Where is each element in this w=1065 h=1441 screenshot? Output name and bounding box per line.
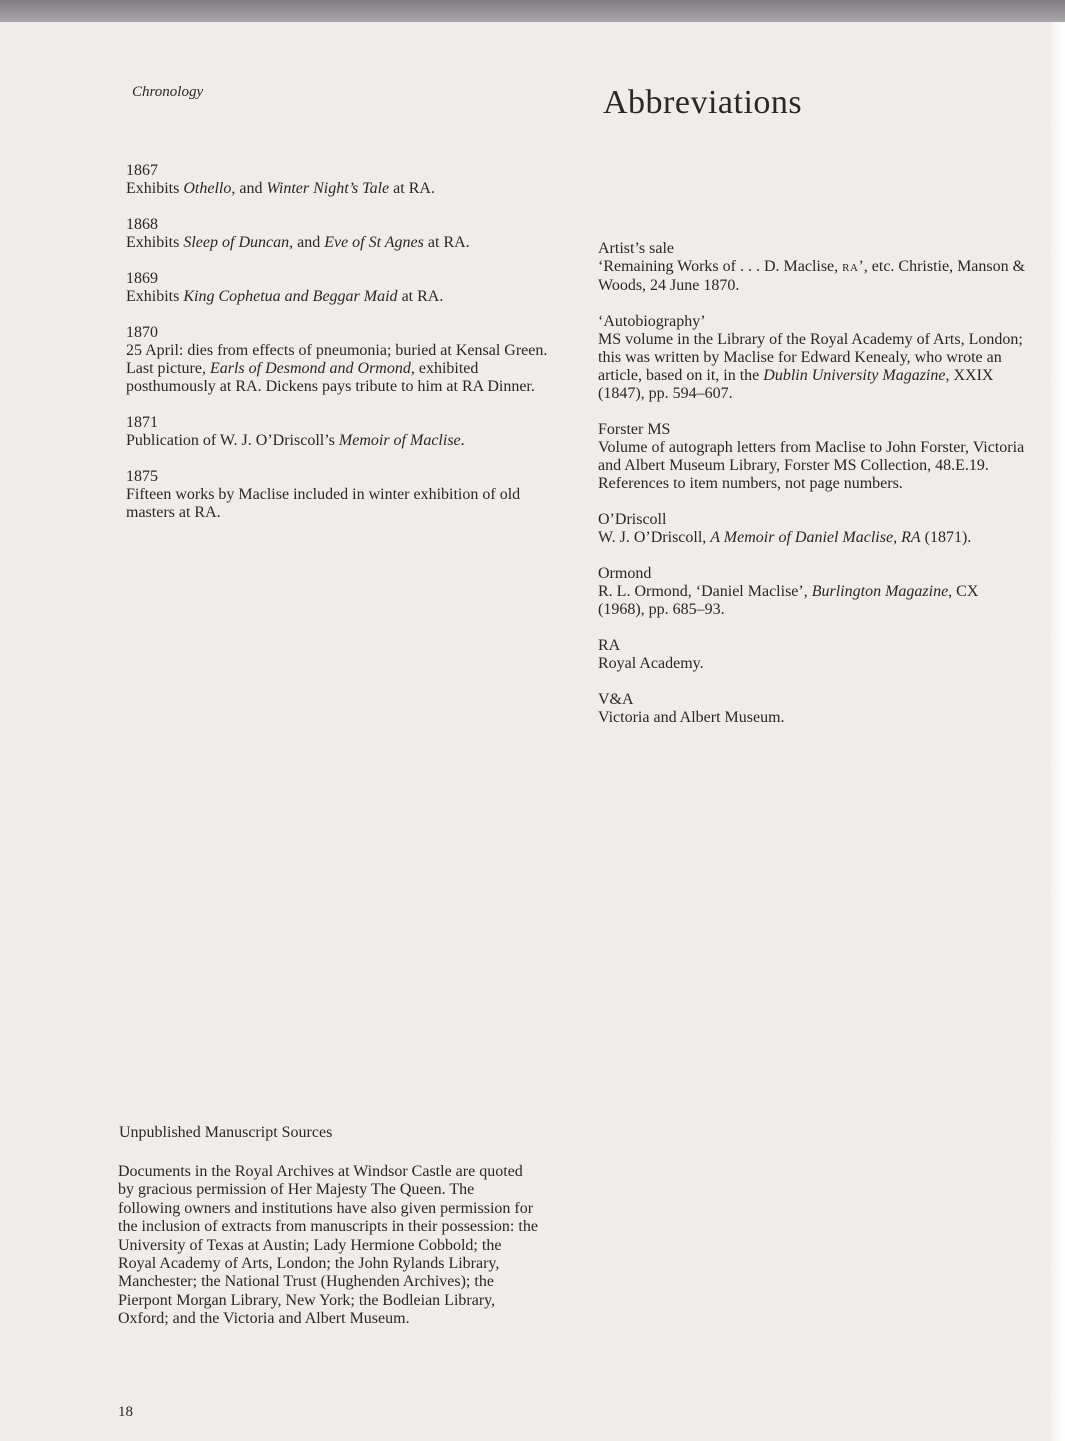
chronology-entry <box>126 468 566 522</box>
abbreviation-definition <box>598 655 1028 673</box>
italic-title: Eve of St Agnes <box>324 234 424 251</box>
abbreviation-definition <box>598 709 1028 727</box>
text-run: , and <box>231 180 267 197</box>
text-run: Exhibits <box>126 180 184 197</box>
abbreviation-term: Forster MS <box>598 421 671 438</box>
text-run: , and <box>289 234 325 251</box>
text-run: ‘Remaining Works of . . . D. Maclise, <box>598 258 843 275</box>
unpublished-sources-title: Unpublished Manuscript Sources <box>119 1124 333 1141</box>
page-right-edge <box>1051 22 1065 1441</box>
text-run: Exhibits <box>126 288 184 305</box>
chronology-year: 1870 <box>126 324 158 341</box>
text-run: at RA. <box>389 180 435 197</box>
abbreviation-definition <box>598 439 1028 493</box>
abbreviation-definition <box>598 258 1028 295</box>
abbreviation-term: Ormond <box>598 565 652 582</box>
abbreviation-entry <box>598 421 1028 493</box>
chronology-description <box>126 180 566 198</box>
text-run: MS volume in the Library of the Royal Academy of Arts, London; this was written by Maclise for Edward Kenealy, who wrote an article, based on it, in the <box>598 331 1023 384</box>
text-run: 25 April: dies from effects of pneumonia; buried at Kensal Green. Last picture, <box>126 342 548 377</box>
italic-title: Othello <box>183 180 232 197</box>
chronology-entry <box>126 324 566 396</box>
abbreviation-definition <box>598 529 1028 547</box>
text-run: Volume of autograph letters from Maclise to John Forster, Victoria and Albert Museum Library, Forster MS Collection, 48.E.19. References to item numbers, not page numbers. <box>598 439 1025 492</box>
abbreviation-entry <box>598 565 1028 619</box>
abbreviation-entry <box>598 637 1028 673</box>
text-run: . <box>460 432 465 449</box>
abbreviation-entry <box>598 240 1028 295</box>
italic-title: Sleep of Duncan <box>183 234 290 251</box>
chronology-entry <box>126 162 566 198</box>
abbreviation-term: Artist’s sale <box>598 240 674 257</box>
text-run: ’, etc. Christie, Manson & Woods, 24 June 1870. <box>598 258 1026 294</box>
abbreviation-term: O’Driscoll <box>598 511 667 528</box>
chronology-year: 1867 <box>126 162 158 179</box>
abbreviation-entry <box>598 691 1028 727</box>
running-head: Chronology <box>132 84 204 100</box>
chronology-description <box>126 432 566 450</box>
small-caps-text: RA <box>842 262 859 274</box>
chronology-entry <box>126 216 566 252</box>
text-run: , XXIX (1847), pp. 594–607. <box>598 367 994 402</box>
text-run: Fifteen works by Maclise included in winter exhibition of old masters at RA. <box>126 486 521 521</box>
text-run: Publication of W. J. O’Driscoll’s <box>126 432 339 449</box>
italic-title: Earls of Desmond and Ormond <box>209 360 411 377</box>
text-run: W. J. O’Driscoll, <box>598 529 711 546</box>
italic-title: Winter Night’s Tale <box>266 180 390 197</box>
abbreviation-term: RA <box>598 637 621 654</box>
chronology-description <box>126 486 566 522</box>
text-run: , CX (1968), pp. 685–93. <box>598 583 979 618</box>
italic-title: A Memoir of Daniel Maclise, RA <box>710 529 921 546</box>
abbreviation-entry <box>598 313 1028 403</box>
italic-title: King Cophetua and Beggar Maid <box>183 288 398 305</box>
chronology-description <box>126 288 566 306</box>
text-run: R. L. Ormond, ‘Daniel Maclise’, <box>598 583 812 600</box>
chronology-year: 1871 <box>126 414 158 431</box>
abbreviation-term: ‘Autobiography’ <box>598 313 706 330</box>
abbreviation-term: V&A <box>598 691 634 708</box>
text-run: Royal Academy. <box>598 655 704 672</box>
abbreviations-title: Abbreviations <box>603 84 803 121</box>
scan-top-edge <box>0 0 1065 22</box>
text-run: (1871). <box>920 529 972 546</box>
text-run: Exhibits <box>126 234 184 251</box>
italic-title: Dublin University Magazine <box>763 367 946 384</box>
italic-title: Memoir of Maclise <box>338 432 461 449</box>
chronology-entry <box>126 270 566 306</box>
chronology-year: 1869 <box>126 270 158 287</box>
chronology-description <box>126 342 566 396</box>
text-run: , exhibited posthumously at RA. Dickens pays tribute to him at RA Dinner. <box>126 360 535 395</box>
abbreviations-list <box>598 240 1028 745</box>
text-run: at RA. <box>423 234 470 251</box>
abbreviation-definition <box>598 331 1028 403</box>
page-number: 18 <box>118 1404 133 1420</box>
italic-title: Burlington Magazine <box>811 583 949 600</box>
chronology-entry <box>126 414 566 450</box>
text-run: at RA. <box>397 288 444 305</box>
abbreviation-definition <box>598 583 1028 619</box>
abbreviation-entry <box>598 511 1028 547</box>
text-run: Victoria and Albert Museum. <box>598 709 785 726</box>
chronology-list <box>126 162 566 540</box>
chronology-year: 1875 <box>126 468 158 485</box>
unpublished-sources-body: Documents in the Royal Archives at Windsor Castle are quoted by gracious permission of Her Majesty The Queen. The following owners and institutions have also given permission for the inclusion of extracts from manuscripts in their possession: the University of Texas at Austin; Lady Hermione Cobbold; the Royal Academy of Arts, London; the John Rylands Library, Manchester; the National Trust (Hughenden Archives); the Pierpont Morgan Library, New York; the Bodleian Library, Oxford; and the Victoria and Albert Museum. <box>118 1163 538 1328</box>
chronology-year: 1868 <box>126 216 158 233</box>
chronology-description <box>126 234 566 252</box>
